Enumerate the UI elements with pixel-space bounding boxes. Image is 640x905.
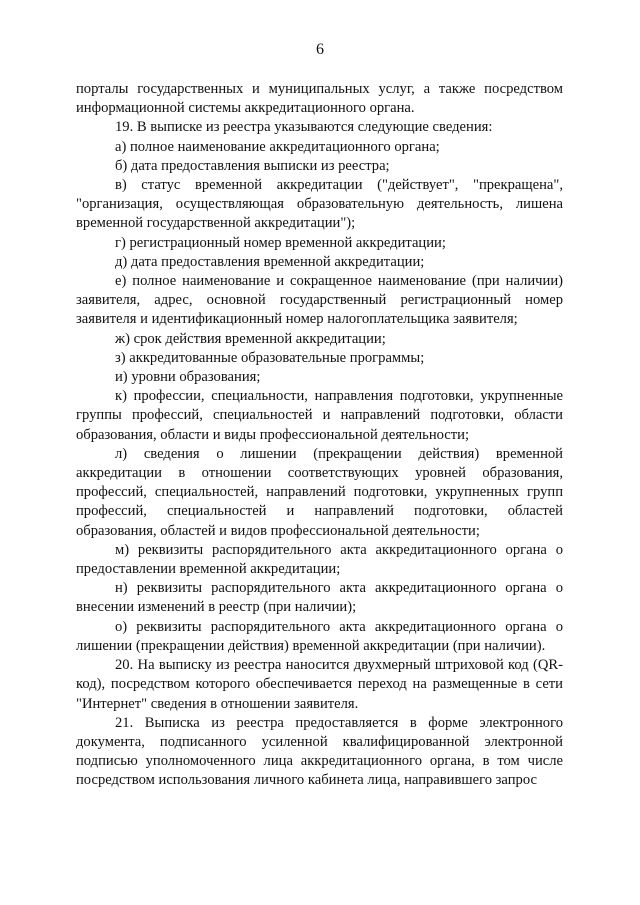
paragraph-sub-g: г) регистрационный номер временной аккредитации; [115,234,446,251]
paragraph-item-19: 19. В выписке из реестра указываются следующие сведения: [115,119,493,136]
paragraph-sub-l: л) сведения о лишении (прекращении действия) временной аккредитации в отношении соответствующих уровней образования, профессий, специальностей, направлений подготовки, укрупненных групп профессий, специальностей и направлений подготовки, областей образования, областей и видов профессиональной деятельности; [76,445,563,539]
paragraph-sub-v: в) статус временной аккредитации ("действует", "прекращена", "организация, осуществляющая образовательную деятельность, лишена временной государственной аккредитации"); [76,177,563,232]
paragraph-sub-zh: ж) срок действия временной аккредитации; [115,330,386,347]
paragraph-item-20: 20. На выписку из реестра наносится двухмерный штриховой код (QR-код), посредством которого обеспечивается переход на размещенные в сети "Интернет" сведения в отношении заявителя. [76,657,563,712]
paragraph-continuation: порталы государственных и муниципальных услуг, а также посредством информационной системы аккредитационного органа. [76,81,563,117]
paragraph-sub-z: з) аккредитованные образовательные программы; [115,349,425,366]
document-body [76,80,563,791]
paragraph-sub-m: м) реквизиты распорядительного акта аккредитационного органа о предоставлении временной аккредитации; [76,541,563,578]
page-number: 6 [316,41,324,58]
paragraph-sub-d: д) дата предоставления временной аккредитации; [115,253,425,270]
paragraph-sub-b: б) дата предоставления выписки из реестра; [115,157,390,174]
paragraph-sub-e: е) полное наименование и сокращенное наименование (при наличии) заявителя, адрес, основной государственный регистрационный номер заявителя и идентификационный номер налогоплательщика заявителя; [76,273,563,328]
paragraph-sub-o: о) реквизиты распорядительного акта аккредитационного органа о лишении (прекращении действия) временной аккредитации (при наличии). [76,618,563,654]
paragraph-sub-a: а) полное наименование аккредитационного органа; [115,138,440,155]
paragraph-sub-i: и) уровни образования; [115,369,261,386]
paragraph-item-21: 21. Выписка из реестра предоставляется в форме электронного документа, подписанного усиленной квалифицированной электронной подписью уполномоченного лица аккредитационного органа, в том числе посредством использования личного кабинета лица, направившего запрос [76,714,563,789]
paragraph-sub-n: н) реквизиты распорядительного акта аккредитационного органа о внесении изменений в реестр (при наличии); [76,580,563,616]
paragraph-sub-k: к) профессии, специальности, направления подготовки, укрупненные группы профессий, специальностей и направлений подготовки, области образования, области и виды профессиональной деятельности; [76,388,563,443]
